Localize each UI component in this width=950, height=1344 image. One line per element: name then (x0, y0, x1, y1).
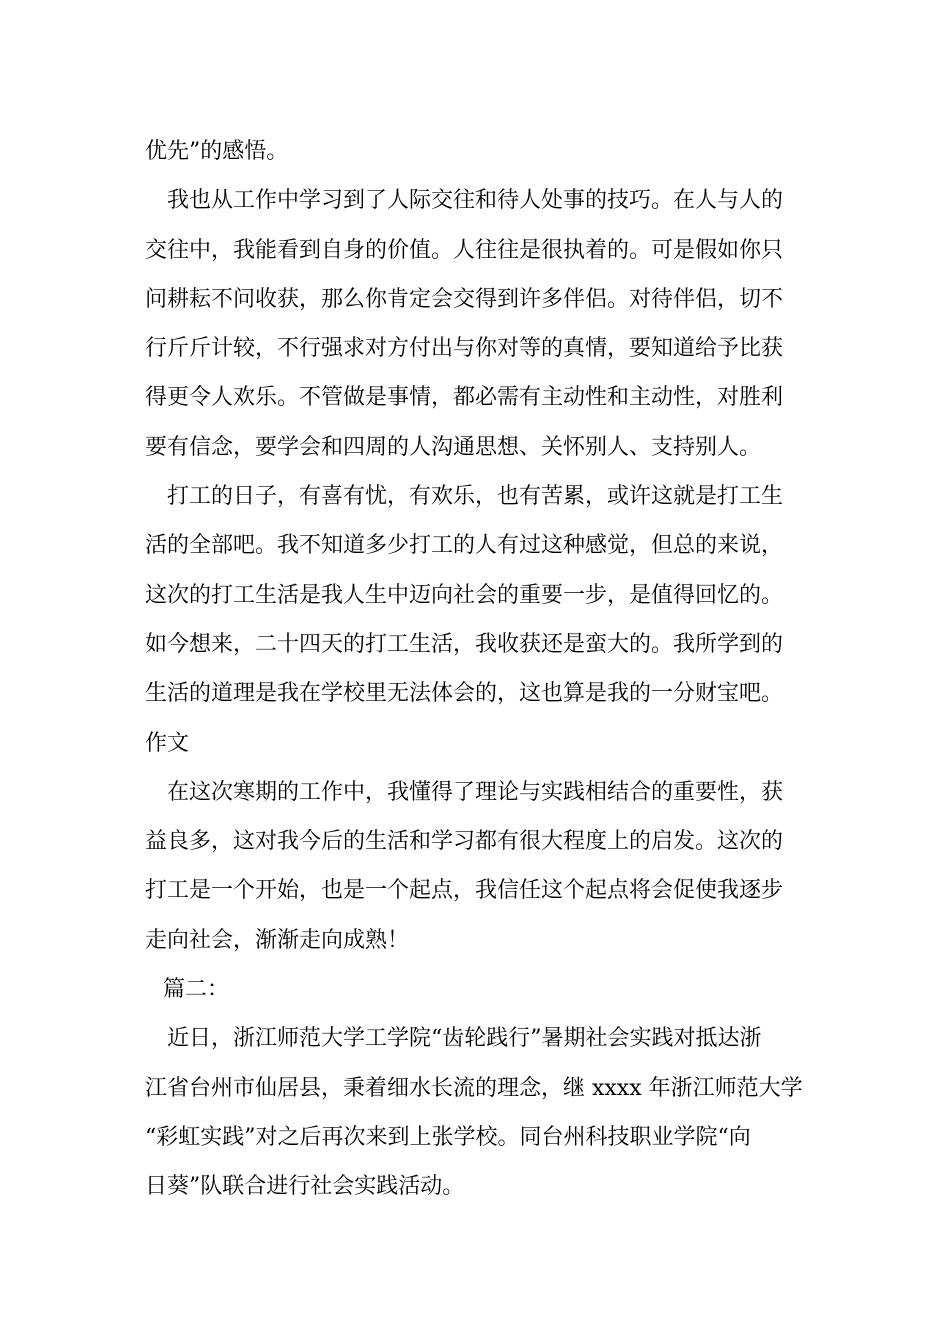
paragraph-work-days (145, 472, 815, 768)
paragraph-conclusion (145, 768, 815, 965)
text-line: 交往中，我能看到自身的价值。人往往是很执着的。可是假如你只 (145, 237, 784, 263)
section-heading-part-two (145, 965, 815, 1014)
text-line: 生活的道理是我在学校里无法体会的，这也算是我的一分财宝吧。 (145, 681, 784, 707)
text-line: 要有信念，要学会和四周的人沟通思想、关怀别人、支持别人。 (145, 434, 762, 460)
text-line: 打工的日子，有喜有忧，有欢乐，也有苦累，或许这就是打工生 (167, 484, 784, 510)
text-line: 在这次寒期的工作中，我懂得了理论与实践相结合的重要性，获 (167, 779, 784, 805)
text-line: 走向社会，渐渐走向成熟！ (145, 927, 410, 953)
text-line: 近日，浙江师范大学工学院“齿轮践行”暑期社会实践对抵达浙 (167, 1026, 762, 1052)
text-line: 打工是一个开始，也是一个起点，我信任这个起点将会促使我逐步 (145, 878, 784, 904)
text-line: 作文 (145, 730, 190, 756)
text-line: 益良多，这对我今后的生活和学习都有很大程度上的启发。这次的 (145, 829, 784, 855)
text-line: 如今想来，二十四天的打工生活，我收获还是蛮大的。我所学到的 (145, 631, 784, 657)
text-line: 江省台州市仙居县，秉着细水长流的理念，继 xxxx 年浙江师范大学 (145, 1075, 803, 1101)
paragraph-interpersonal-skills (145, 176, 815, 472)
text-line: 问耕耘不问收获，那么你肯定会交得到许多伴侣。对待伴侣，切不 (145, 286, 784, 312)
document-body (145, 127, 815, 1212)
text-line: “彩虹实践”对之后再次来到上张学校。同台州科技职业学院“向 (145, 1124, 751, 1150)
text-line: 优先”的感悟。 (145, 139, 289, 164)
text-line: 活的全部吧。我不知道多少打工的人有过这种感觉，但总的来说， (145, 533, 784, 559)
text-line: 这次的打工生活是我人生中迈向社会的重要一步，是值得回忆的。 (145, 582, 784, 608)
paragraph-continuation (145, 127, 815, 176)
text-line: 日葵”队联合进行社会实践活动。 (145, 1174, 465, 1200)
text-line: 行斤斤计较，不行强求对方付出与你对等的真情，要知道给予比获 (145, 336, 784, 362)
text-line: 得更令人欢乐。不管做是事情，都必需有主动性和主动性，对胜利 (145, 385, 784, 411)
section-heading: 篇二： (163, 977, 230, 1003)
text-line: 我也从工作中学习到了人际交往和待人处事的技巧。在人与人的 (167, 188, 784, 214)
paragraph-practice-team (145, 1014, 815, 1211)
